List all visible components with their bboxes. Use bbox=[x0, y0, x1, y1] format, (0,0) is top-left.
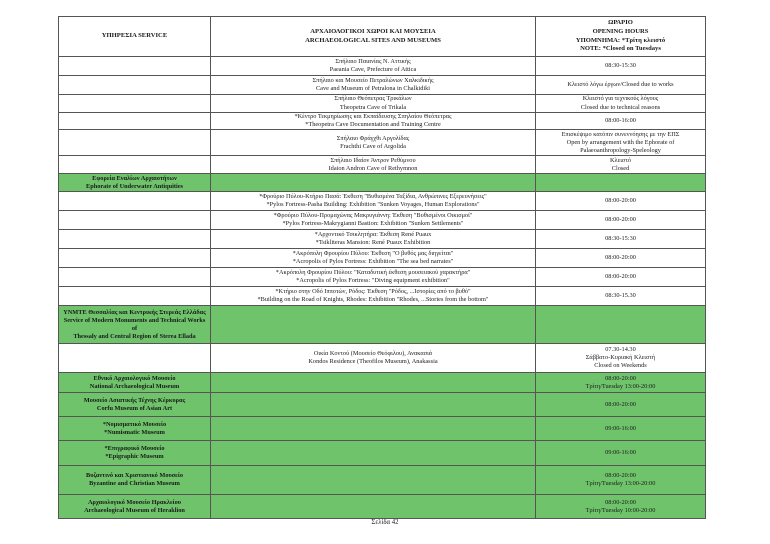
site-cell bbox=[211, 441, 536, 466]
hours-cell bbox=[536, 495, 706, 519]
hours-cell-line: 08:30-15.30 bbox=[605, 292, 636, 300]
service-cell bbox=[59, 211, 211, 230]
table-row bbox=[59, 192, 706, 211]
site-cell-line: Theopetra Cave of Trikala bbox=[339, 103, 407, 111]
hours-cell bbox=[536, 113, 706, 130]
site-cell-line: Kondos Residence (Theofilos Museum), Anakassia bbox=[308, 358, 438, 366]
table-row bbox=[59, 393, 706, 417]
header-service bbox=[59, 17, 211, 57]
service-cell bbox=[59, 76, 211, 95]
schedule-table bbox=[58, 16, 706, 519]
hours-cell bbox=[536, 344, 706, 373]
site-cell-line: *Φρούριο Πύλου-Κτήριο Πασά: Έκθεση "Βυθισμένα Ταξίδια, Ανθρώπινες Εξερευνήσεις" bbox=[259, 193, 487, 201]
site-cell bbox=[211, 466, 536, 495]
hours-cell-line: 08:00-20:00 bbox=[605, 273, 636, 281]
table-row bbox=[59, 230, 706, 249]
site-cell-line: Οικία Κοντού (Μουσείο Θεόφιλου), Ανακασιά bbox=[313, 350, 433, 358]
service-cell-line: Byzantine and Christian Museum bbox=[89, 480, 180, 488]
site-cell-line: *Theopetra Cave Documentation and Training Centre bbox=[305, 121, 441, 129]
site-cell-line: *Φρούριο Πύλου-Προμαχώνας Μακρυγιάννη: Έκθεση "Βυθισμένοι Οικισμοί" bbox=[273, 212, 473, 220]
site-cell-line: *Pylos Fortress-Pasha Building: Exhibition "Sunken Voyages, Human Explorations" bbox=[266, 201, 480, 209]
site-cell bbox=[211, 130, 536, 156]
hours-cell-line: Κλειστό bbox=[609, 156, 631, 164]
site-cell-line: *Κέντρο Τεκμηρίωσης και Εκπαίδευσης Σπηλαίου Θεόπετρας bbox=[294, 113, 452, 120]
site-cell-line: Σπήλαιο Φράγχθι Αργολίδας bbox=[336, 134, 410, 142]
table-row bbox=[59, 211, 706, 230]
service-cell-line: Βυζαντινό και Χριστιανικό Μουσείο bbox=[86, 472, 183, 480]
hours-cell bbox=[536, 156, 706, 174]
header-note-greek: ΥΠΟΜΝΗΜΑ: *Τρίτη κλειστό bbox=[575, 36, 666, 44]
hours-cell bbox=[536, 192, 706, 211]
service-cell bbox=[59, 95, 211, 113]
service-cell bbox=[59, 130, 211, 156]
service-cell bbox=[59, 156, 211, 174]
service-cell-line: *Epigraphic Museum bbox=[105, 453, 164, 461]
hours-cell bbox=[536, 466, 706, 495]
site-cell bbox=[211, 373, 536, 393]
site-cell bbox=[211, 417, 536, 441]
service-cell-line: Service of Modern Monuments and Technical Works of bbox=[63, 316, 206, 332]
hours-cell-line: Closed due to technical reasons bbox=[580, 103, 661, 111]
site-cell bbox=[211, 344, 536, 373]
service-cell bbox=[59, 268, 211, 287]
hours-cell-line: 08:00-20:00 bbox=[605, 400, 636, 408]
service-cell-line: Corfu Museum of Asian Art bbox=[96, 404, 173, 412]
service-cell-line: National Archaeological Museum bbox=[89, 382, 180, 390]
site-cell-line: Σπήλαιο Θεόπετρας Τρικάλων bbox=[334, 95, 412, 103]
hours-cell-line: 08:00-20:00 bbox=[605, 374, 636, 382]
page-number: Σελίδα 42 bbox=[371, 519, 399, 526]
hours-cell bbox=[536, 287, 706, 306]
header-sites-english: ARCHAEOLOGICAL SITES AND MUSEUMS bbox=[305, 36, 441, 44]
hours-cell-line: Κλειστό λόγω έργων/Closed due to works bbox=[567, 80, 674, 88]
hours-cell bbox=[536, 76, 706, 95]
hours-cell bbox=[536, 417, 706, 441]
site-cell-line: Frachthi Cave of Argolida bbox=[340, 142, 406, 150]
hours-cell bbox=[536, 130, 706, 156]
header-sites-greek: ΑΡΧΑΙΟΛΟΓΙΚΟΙ ΧΩΡΟΙ ΚΑΙ ΜΟΥΣΕΙΑ bbox=[310, 27, 436, 35]
hours-cell-line: Closed on Weekends bbox=[594, 362, 647, 370]
service-cell bbox=[59, 495, 211, 519]
table-row bbox=[59, 306, 706, 344]
hours-cell-line: Επισκέψιμο κατόπιν συνεννόησης με την ΕΠΣ bbox=[561, 130, 680, 138]
service-cell bbox=[59, 192, 211, 211]
service-cell-line: Thessaly and Central Region of Sterea Ellada bbox=[73, 333, 196, 341]
site-cell bbox=[211, 393, 536, 417]
header-sites bbox=[211, 17, 536, 57]
table-row bbox=[59, 344, 706, 373]
service-cell-line: *Επιγραφικό Μουσείο bbox=[104, 445, 165, 453]
site-cell bbox=[211, 76, 536, 95]
hours-cell-line: Closed bbox=[611, 164, 630, 172]
hours-cell-line: 09:00-16:00 bbox=[605, 424, 636, 432]
service-cell bbox=[59, 174, 211, 192]
site-cell-line: Cave and Museum of Petralona in Chalkidiki bbox=[315, 85, 431, 92]
table-row bbox=[59, 113, 706, 130]
site-cell-line: Σπήλαιο Ιδαίον Άντρον Ρεθύμνου bbox=[330, 156, 416, 164]
site-cell-line: Σπήλαιο και Μουσείο Πετραλώνων Χαλκιδικής bbox=[312, 76, 434, 84]
hours-cell-line: 08:30-15:30 bbox=[605, 235, 636, 243]
hours-cell-line: 08:00-20:00 bbox=[605, 197, 636, 205]
service-cell bbox=[59, 344, 211, 373]
site-cell bbox=[211, 192, 536, 211]
table-row bbox=[59, 249, 706, 268]
service-cell bbox=[59, 393, 211, 417]
site-cell-line: Idaion Andron Cave of Rethymnon bbox=[328, 164, 418, 172]
site-cell bbox=[211, 156, 536, 174]
site-cell-line: *Tsikliteras Mansion: René Puaux Exhibition bbox=[315, 239, 431, 247]
service-cell bbox=[59, 287, 211, 306]
service-cell-line: Εθνικό Αρχαιολογικό Μουσείο bbox=[93, 374, 176, 382]
hours-cell-line: 07.30-14.30 bbox=[605, 346, 636, 354]
site-cell bbox=[211, 113, 536, 130]
table-row bbox=[59, 268, 706, 287]
hours-cell-line: 08:00-20:00 bbox=[605, 216, 636, 224]
header-hours-english: OPENING HOURS bbox=[592, 27, 649, 35]
service-cell-line: Αρχαιολογικό Μουσείο Ηρακλείου bbox=[87, 498, 182, 506]
hours-cell bbox=[536, 230, 706, 249]
site-cell bbox=[211, 230, 536, 249]
hours-cell-line: Τρίτη/Tuesday 13:00-20:00 bbox=[585, 480, 656, 488]
site-cell-line: *Acropolis of Pylos Fortress: "Diving equipment exhibition" bbox=[296, 277, 450, 285]
site-cell-line: *Pylos Fortress-Makrygianni Bastion: Exhibition "Sunken Settlements" bbox=[282, 220, 464, 228]
service-cell bbox=[59, 441, 211, 466]
hours-cell-line: Κλειστό για τεχνικούς λόγους bbox=[582, 95, 659, 103]
table-row bbox=[59, 495, 706, 519]
site-cell bbox=[211, 249, 536, 268]
header-note-english: NOTE: *Closed on Tuesdays bbox=[580, 45, 661, 53]
table-row bbox=[59, 174, 706, 192]
site-cell-line: *Ακρόπολη Φρουρίου Πύλου: Έκθεση "Ο βυθός μας διηγείται" bbox=[292, 250, 454, 258]
site-cell-line: *Κτήριο στην Οδό Ιπποτών, Ρόδος: Έκθεση "Ρόδος, ...Ιστορίες από το βυθό" bbox=[275, 288, 471, 296]
table-row bbox=[59, 130, 706, 156]
hours-cell-line: 08:00-20:00 bbox=[605, 472, 636, 480]
hours-cell bbox=[536, 441, 706, 466]
hours-cell-line: 08:00-20:00 bbox=[605, 498, 636, 506]
hours-cell-line: 09:00-16:00 bbox=[605, 449, 636, 457]
service-cell bbox=[59, 249, 211, 268]
service-cell bbox=[59, 230, 211, 249]
hours-cell bbox=[536, 306, 706, 344]
table-row bbox=[59, 441, 706, 466]
hours-cell bbox=[536, 57, 706, 76]
service-cell-line: Μουσείο Ασιατικής Τέχνης Κέρκυρας bbox=[83, 396, 186, 404]
table-row bbox=[59, 373, 706, 393]
service-cell bbox=[59, 57, 211, 76]
service-cell bbox=[59, 417, 211, 441]
site-cell-line: *Αρχοντικό Τσικλητήρα: Έκθεση René Puaux bbox=[314, 231, 432, 239]
table-row bbox=[59, 95, 706, 113]
hours-cell bbox=[536, 373, 706, 393]
site-cell-line: Paeania Cave, Prefecture of Attica bbox=[329, 66, 417, 73]
site-cell-line: *Building on the Road of Knights, Rhodes: Exhibition "Rhodes, ...Stories from the bottom" bbox=[257, 296, 489, 304]
service-cell-line: *Νομισματικό Μουσείο bbox=[102, 420, 167, 428]
hours-cell-line: 08:00-16:00 bbox=[605, 117, 636, 125]
hours-cell bbox=[536, 174, 706, 192]
site-cell bbox=[211, 211, 536, 230]
hours-cell-line: Τρίτη/Tuesday 10:00-20:00 bbox=[585, 506, 656, 514]
hours-cell bbox=[536, 249, 706, 268]
site-cell bbox=[211, 95, 536, 113]
site-cell bbox=[211, 57, 536, 76]
table-row bbox=[59, 156, 706, 174]
hours-cell bbox=[536, 211, 706, 230]
hours-cell-line: Σάββατο-Κυριακή Κλειστή bbox=[585, 354, 656, 362]
hours-cell-line: 08:00-20:00 bbox=[605, 254, 636, 262]
site-cell bbox=[211, 495, 536, 519]
site-cell-line: *Acropolis of Pylos Fortress: Exhibition "The sea bed narrates" bbox=[292, 258, 454, 266]
service-cell-line: Archaeological Museum of Heraklion bbox=[84, 506, 185, 514]
service-cell bbox=[59, 306, 211, 344]
header-hours-greek: ΩΡΑΡΙΟ bbox=[608, 19, 633, 27]
table-row bbox=[59, 76, 706, 95]
hours-cell-line: Τρίτη/Tuesday 13:00-20:00 bbox=[585, 382, 656, 390]
hours-cell-line: Open by arrangement with the Ephorate of bbox=[566, 138, 675, 146]
table-row bbox=[59, 466, 706, 495]
table-row bbox=[59, 417, 706, 441]
site-cell bbox=[211, 306, 536, 344]
service-cell-line: Εφορεία Εναλίων Αρχαιοτήτων bbox=[92, 174, 177, 182]
site-cell-line: *Ακρόπολη Φρουρίου Πύλου: "Καταδυτική έκθεση μουσειακού χαρακτήρα" bbox=[275, 269, 471, 277]
service-cell bbox=[59, 113, 211, 130]
service-cell-line: ΥΝΜΤΕ Θεσσαλίας και Κεντρικής Στερεάς Ελλάδας bbox=[63, 308, 206, 316]
site-cell bbox=[211, 174, 536, 192]
service-cell bbox=[59, 373, 211, 393]
header-hours bbox=[536, 17, 706, 57]
header-row bbox=[59, 17, 706, 57]
service-cell-line: *Numismatic Museum bbox=[104, 428, 165, 436]
table-row bbox=[59, 57, 706, 76]
hours-cell-line: 08:30-15:30 bbox=[605, 61, 636, 69]
site-cell bbox=[211, 268, 536, 287]
hours-cell bbox=[536, 393, 706, 417]
site-cell bbox=[211, 287, 536, 306]
service-cell-line: Ephorate of Underwater Antiquities bbox=[86, 182, 183, 190]
site-cell-line: Σπήλαιο Παιανίας Ν. Αττικής bbox=[335, 57, 411, 65]
hours-cell bbox=[536, 268, 706, 287]
header-service-text: ΥΠΗΡΕΣΙΑ SERVICE bbox=[101, 32, 168, 40]
hours-cell-line: Palaeoanthropology-Speleology bbox=[580, 146, 661, 154]
table-row bbox=[59, 287, 706, 306]
hours-cell bbox=[536, 95, 706, 113]
service-cell bbox=[59, 466, 211, 495]
